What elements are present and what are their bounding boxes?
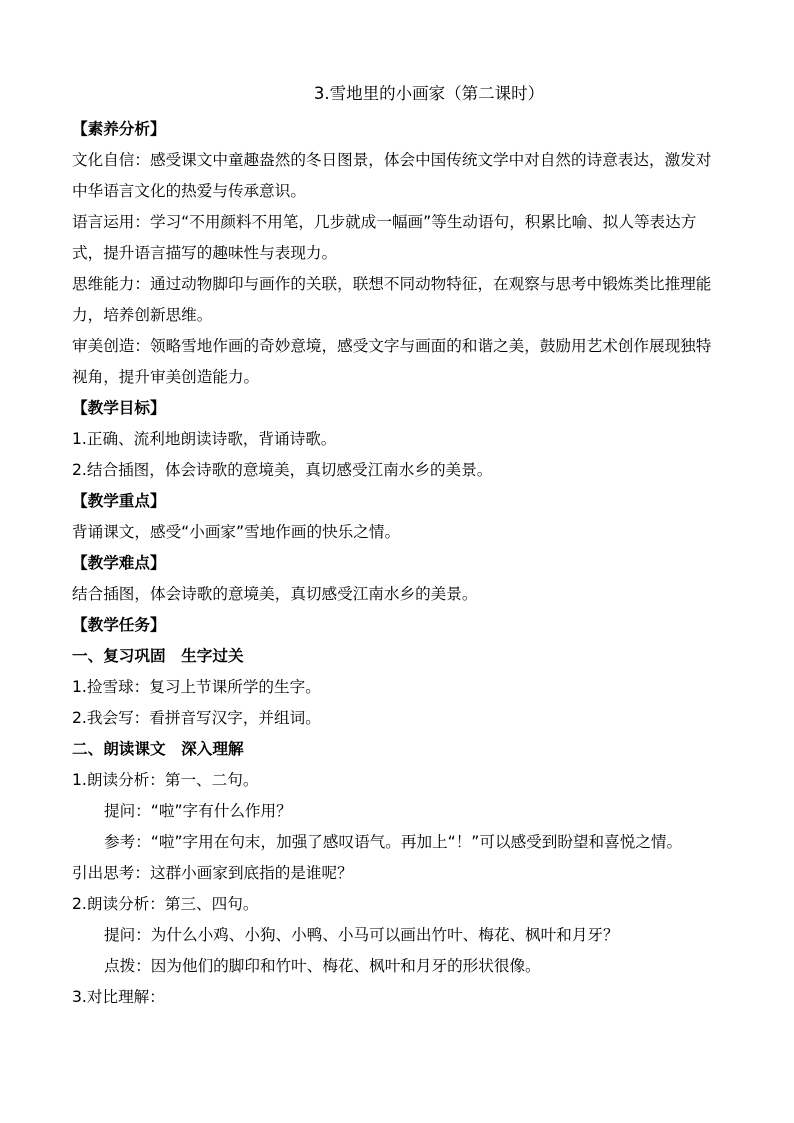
- task-part-2-item-3: 3.对比理解：: [72, 988, 165, 1006]
- task-part-1-item-2: 2.我会写：看拼音写汉字，并组词。: [72, 709, 321, 727]
- literacy-language-line-1: 语言运用：学习“不用颜料不用笔，几步就成一幅画”等生动语句，积累比喻、拟人等表达方: [72, 213, 697, 231]
- goal-item-1: 1.正确、流利地朗读诗歌，背诵诗歌。: [72, 430, 337, 448]
- literacy-aesthetic-line-1: 审美创造：领略雪地作画的奇妙意境，感受文字与画面的和谐之美，鼓励用艺术创作展现独特: [72, 337, 712, 355]
- section-heading-goals: 【教学目标】: [72, 399, 166, 417]
- goal-item-2: 2.结合插图，体会诗歌的意境美，真切感受江南水乡的美景。: [72, 461, 493, 479]
- difficulty-text: 结合插图，体会诗歌的意境美，真切感受江南水乡的美景。: [72, 585, 478, 603]
- literacy-culture-line-1: 文化自信：感受课文中童趣盎然的冬日图景，体会中国传统文学中对自然的诗意表达，激发对: [72, 151, 712, 169]
- document-title: 3.雪地里的小画家（第二课时）: [313, 84, 545, 103]
- literacy-aesthetic-line-2: 视角，提升审美创造能力。: [72, 368, 260, 386]
- task-part-1-item-1: 1.捡雪球：复习上节课所学的生字。: [72, 678, 321, 696]
- task-part-2-item-1: 1.朗读分析：第一、二句。: [72, 771, 259, 789]
- section-heading-focus: 【教学重点】: [72, 492, 166, 510]
- task-part-2-item-2-question: 提问：为什么小鸡、小狗、小鸭、小马可以画出竹叶、梅花、枫叶和月牙？: [104, 926, 619, 944]
- task-part-2-item-1-think: 引出思考：这群小画家到底指的是谁呢？: [72, 864, 353, 882]
- task-part-2-item-1-answer: 参考：“啦”字用在句末，加强了感叹语气。再加上“！”可以感受到盼望和喜悦之情。: [104, 833, 683, 851]
- literacy-thinking-line-2: 力，培养创新思维。: [72, 306, 213, 324]
- section-heading-difficulty: 【教学难点】: [72, 554, 166, 572]
- task-part-1-heading: 一、复习巩固 生字过关: [72, 647, 244, 665]
- section-heading-literacy: 【素养分析】: [72, 120, 166, 138]
- literacy-thinking-line-1: 思维能力：通过动物脚印与画作的关联，联想不同动物特征，在观察与思考中锻炼类比推理能: [72, 275, 712, 293]
- task-part-2-item-2: 2.朗读分析：第三、四句。: [72, 895, 259, 913]
- literacy-language-line-2: 式，提升语言描写的趣味性与表现力。: [72, 244, 338, 262]
- focus-text: 背诵课文，感受“小画家”雪地作画的快乐之情。: [72, 523, 401, 541]
- literacy-culture-line-2: 中华语言文化的热爱与传承意识。: [72, 182, 306, 200]
- task-part-2-item-1-question: 提问：“啦”字有什么作用？: [104, 802, 292, 820]
- task-part-2-heading: 二、朗读课文 深入理解: [72, 740, 244, 758]
- section-heading-tasks: 【教学任务】: [72, 616, 166, 634]
- task-part-2-item-2-tip: 点拨：因为他们的脚印和竹叶、梅花、枫叶和月牙的形状很像。: [104, 957, 541, 975]
